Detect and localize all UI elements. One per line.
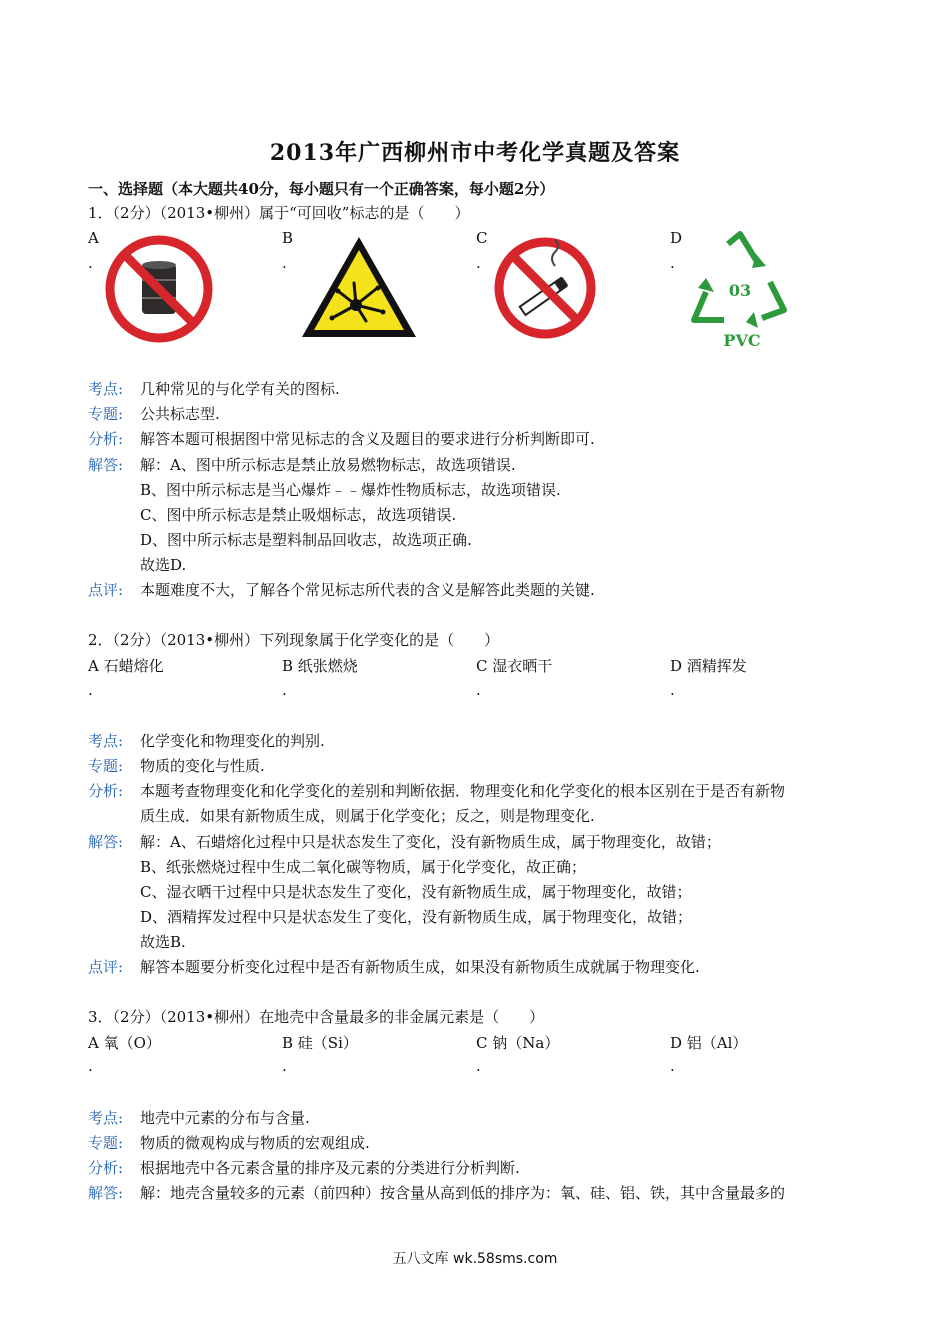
- q2-option-a-dot: .: [88, 681, 93, 699]
- question-3-stem: 3．（2分）（2013•柳州）在地壳中含量最多的非金属元素是（ ）: [88, 1008, 545, 1026]
- question-1-stem: 1．（2分）（2013•柳州）属于“可回收”标志的是（ ）: [88, 204, 470, 222]
- q3-option-a: A 氧（O）: [88, 1034, 161, 1052]
- q3-option-b-dot: .: [282, 1057, 287, 1075]
- q2-jieda-line: 故选B.: [140, 933, 186, 951]
- q2-fenxi-label: 分析:: [88, 782, 124, 800]
- q1-jieda-line: B、图中所示标志是当心爆炸﹣﹣爆炸性物质标志，故选项错误.: [140, 481, 561, 499]
- q3-option-b: B 硅（Si）: [282, 1034, 358, 1052]
- q1-zhuanti-label: 专题:: [88, 405, 124, 423]
- q2-jieda-line: 解：A、石蜡熔化过程中只是状态发生了变化，没有新物质生成，属于物理变化，故错；: [140, 833, 721, 851]
- q2-jieda-label: 解答:: [88, 833, 124, 851]
- q2-dianping: 解答本题要分析变化过程中是否有新物质生成，如果没有新物质生成就属于物理变化.: [140, 958, 700, 976]
- page-title: 2013年广西柳州市中考化学真题及答案: [269, 140, 681, 166]
- q2-zhuanti-label: 专题:: [88, 757, 124, 775]
- q2-jieda-line: B、纸张燃烧过程中生成二氧化碳等物质，属于化学变化，故正确；: [140, 858, 587, 876]
- q3-fenxi-label: 分析:: [88, 1159, 124, 1177]
- q2-option-b-dot: .: [282, 681, 287, 699]
- q3-fenxi: 根据地壳中各元素含量的排序及元素的分类进行分析判断.: [140, 1159, 520, 1177]
- q1-option-d-dot: .: [670, 254, 675, 272]
- section-heading: 一、选择题（本大题共40分，每小题只有一个正确答案，每小题2分）: [88, 180, 555, 198]
- q1-dianping-label: 点评:: [88, 581, 124, 599]
- no-flammable-icon: [104, 234, 214, 344]
- question-2-stem: 2．（2分）（2013•柳州）下列现象属于化学变化的是（ ）: [88, 631, 500, 649]
- q2-option-d: D 酒精挥发: [670, 657, 747, 675]
- q1-fenxi-label: 分析:: [88, 430, 124, 448]
- q1-kaodian-label: 考点:: [88, 380, 124, 398]
- recycle-code-text: 03: [728, 281, 752, 300]
- q1-fenxi: 解答本题可根据图中常见标志的含义及题目的要求进行分析判断即可.: [140, 430, 595, 448]
- q1-option-d-letter: D: [670, 229, 683, 247]
- q3-zhuanti-label: 专题:: [88, 1134, 124, 1152]
- q3-option-a-dot: .: [88, 1057, 93, 1075]
- q2-option-c: C 湿衣晒干: [476, 657, 553, 675]
- q1-zhuanti: 公共标志型.: [140, 405, 220, 423]
- q1-option-c-dot: .: [476, 254, 481, 272]
- q2-jieda-line: D、酒精挥发过程中只是状态发生了变化，没有新物质生成，属于物理变化，故错；: [140, 908, 693, 926]
- q2-option-a: A 石蜡熔化: [88, 657, 164, 675]
- q2-kaodian-label: 考点:: [88, 732, 124, 750]
- recycle-pvc-icon: [684, 230, 796, 352]
- footer-watermark: 五八文库 wk.58sms.com: [392, 1251, 558, 1267]
- q1-jieda-line: 故选D.: [140, 556, 187, 574]
- q1-option-a-letter: A: [88, 229, 99, 247]
- q1-jieda-label: 解答:: [88, 456, 124, 474]
- q1-option-b-dot: .: [282, 254, 287, 272]
- q3-option-c-dot: .: [476, 1057, 481, 1075]
- q3-kaodian: 地壳中元素的分布与含量.: [140, 1109, 310, 1127]
- q2-fenxi-line: 质生成．如果有新物质生成，则属于化学变化；反之，则是物理变化.: [140, 807, 595, 825]
- q3-kaodian-label: 考点:: [88, 1109, 124, 1127]
- q2-option-b: B 纸张燃烧: [282, 657, 358, 675]
- q1-jieda-line: D、图中所示标志是塑料制品回收志，故选项正确.: [140, 531, 472, 549]
- no-smoking-icon: [493, 236, 597, 340]
- q1-option-b-letter: B: [282, 229, 294, 247]
- q3-option-d: D 铝（Al）: [670, 1034, 748, 1052]
- q2-option-c-dot: .: [476, 681, 481, 699]
- q3-option-c: C 钠（Na）: [476, 1034, 560, 1052]
- explosive-warning-icon: [298, 233, 420, 343]
- q3-option-d-dot: .: [670, 1057, 675, 1075]
- q2-jieda-line: C、湿衣晒干过程中只是状态发生了变化，没有新物质生成，属于物理变化，故错；: [140, 883, 692, 901]
- q1-option-a-dot: .: [88, 254, 93, 272]
- q1-jieda-line: C、图中所示标志是禁止吸烟标志，故选项错误.: [140, 506, 457, 524]
- recycle-label-text: PVC: [723, 331, 761, 350]
- q2-zhuanti: 物质的变化与性质.: [140, 757, 265, 775]
- q2-fenxi-line: 本题考查物理变化和化学变化的差别和判断依据．物理变化和化学变化的根本区别在于是否有新物: [140, 782, 786, 800]
- q1-kaodian: 几种常见的与化学有关的图标.: [140, 380, 340, 398]
- q1-option-c-letter: C: [476, 229, 488, 247]
- q3-jieda-label: 解答:: [88, 1184, 124, 1202]
- q1-jieda-line: 解：A、图中所示标志是禁止放易燃物标志，故选项错误.: [140, 456, 516, 474]
- q2-dianping-label: 点评:: [88, 958, 124, 976]
- q3-zhuanti: 物质的微观构成与物质的宏观组成.: [140, 1134, 370, 1152]
- q3-jieda: 解：地壳含量较多的元素（前四种）按含量从高到低的排序为：氧、硅、铝、铁，其中含量最多的: [140, 1184, 786, 1202]
- q1-dianping: 本题难度不大，了解各个常见标志所代表的含义是解答此类题的关键.: [140, 581, 595, 599]
- q2-kaodian: 化学变化和物理变化的判别.: [140, 732, 325, 750]
- q2-option-d-dot: .: [670, 681, 675, 699]
